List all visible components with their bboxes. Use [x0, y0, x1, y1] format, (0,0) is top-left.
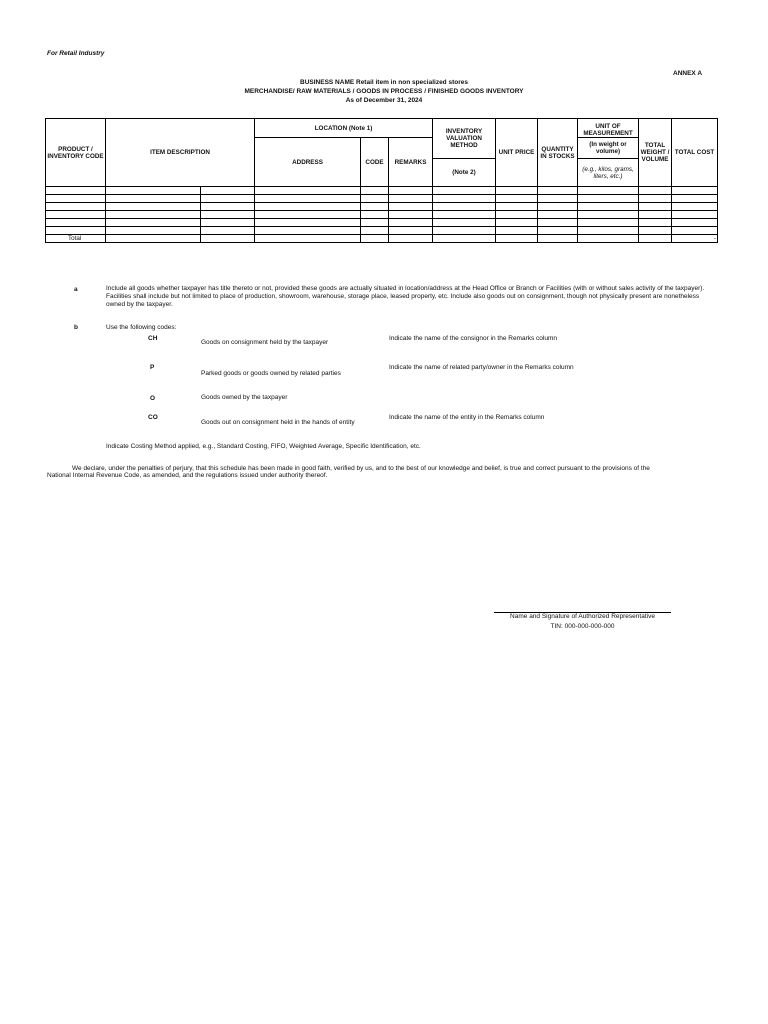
col-uom-example: (e.g., kilos, grams, liters, etc.): [578, 159, 639, 187]
col-uom-sub-header: (In weight or volume): [578, 138, 639, 159]
total-row: [46, 235, 718, 243]
col-uom-header: UNIT OF MEASUREMENT: [578, 119, 639, 138]
note-b-intro: Use the following codes:: [106, 324, 177, 331]
col-address-header: ADDRESS: [255, 138, 361, 187]
annex-label: ANNEX A: [673, 70, 703, 77]
note-a-text: Include all goods whether taxpayer has title thereto or not, provided these goods are actually situated in location/address at the Head Office or Branch or Facilities (with or without sales activity of the taxpayer). Facilities shall include but not limited to place of production, showroom, warehouse, storage place, leased property, etc. Include also goods out on consignment, though not physically present are nonetheless owned by the taxpayer.: [106, 285, 705, 308]
inventory-table: [45, 118, 718, 243]
business-line: BUSINESS NAME Retail item in non specialized stores: [300, 79, 468, 86]
table-row: [46, 219, 718, 227]
inventory-title: MERCHANDISE/ RAW MATERIALS / GOODS IN PROCESS / FINISHED GOODS INVENTORY: [244, 88, 524, 95]
code-o: O: [150, 395, 156, 402]
col-unit-price-header: UNIT PRICE: [496, 119, 538, 187]
table-row: [46, 227, 718, 235]
code-o-desc: Goods owned by the taxpayer: [201, 394, 288, 401]
costing-note: Indicate Costing Method applied, e.g., Standard Costing, FIFO, Weighted Average, Specific Identification, etc.: [106, 443, 421, 450]
col-item-header: ITEM DESCRIPTION: [106, 119, 255, 187]
industry-label: For Retail Industry: [47, 50, 105, 57]
code-p-desc: Parked goods or goods owned by related parties: [201, 370, 341, 377]
col-valuation-note: (Note 2): [433, 159, 496, 187]
code-ch-desc: Goods on consignment held by the taxpayer: [201, 339, 329, 346]
total-value: -: [672, 235, 718, 243]
signature-label: Name and Signature of Authorized Representative: [510, 613, 655, 620]
col-product-header: PRODUCT / INVENTORY CODE: [46, 119, 106, 187]
note-b-label: b: [74, 324, 78, 331]
col-location-header: LOCATION (Note 1): [255, 119, 433, 138]
code-co-remark: Indicate the name of the entity in the Remarks column: [389, 414, 545, 421]
table-row: [46, 211, 718, 219]
declaration-line-1: We declare, under the penalties of perjury, that this schedule has been made in good faith, verified by us, and to the best of our knowledge and belief, is true and correct pursuant to the provisions of the: [72, 465, 650, 472]
col-total-cost-header: TOTAL COST: [672, 119, 718, 187]
table-row: [46, 195, 718, 203]
table-row: [46, 203, 718, 211]
code-co-desc: Goods out on consignment held in the hands of entity: [201, 419, 355, 426]
code-ch-remark: Indicate the name of the consignor in the Remarks column: [389, 335, 558, 342]
code-p: P: [150, 364, 155, 371]
tin-number: TIN: 000-000-000-000: [550, 623, 615, 630]
col-remarks-header: REMARKS: [389, 138, 433, 187]
col-code-header: CODE: [361, 138, 389, 187]
table-row: [46, 187, 718, 195]
note-a-label: a: [74, 286, 78, 293]
code-ch: CH: [148, 335, 158, 342]
as-of-date: As of December 31, 2024: [345, 97, 423, 104]
col-total-weight-header: TOTAL WEIGHT / VOLUME: [639, 119, 672, 187]
code-co: CO: [148, 414, 158, 421]
declaration-line-2: National Internal Revenue Code, as amended, and the regulations issued under authority thereof.: [47, 472, 328, 479]
col-valuation-header: INVENTORY VALUATION METHOD: [433, 119, 496, 159]
code-p-remark: Indicate the name of related party/owner in the Remarks column: [389, 364, 574, 371]
total-label: Total: [46, 235, 106, 243]
col-quantity-header: QUANTITY IN STOCKS: [538, 119, 578, 187]
